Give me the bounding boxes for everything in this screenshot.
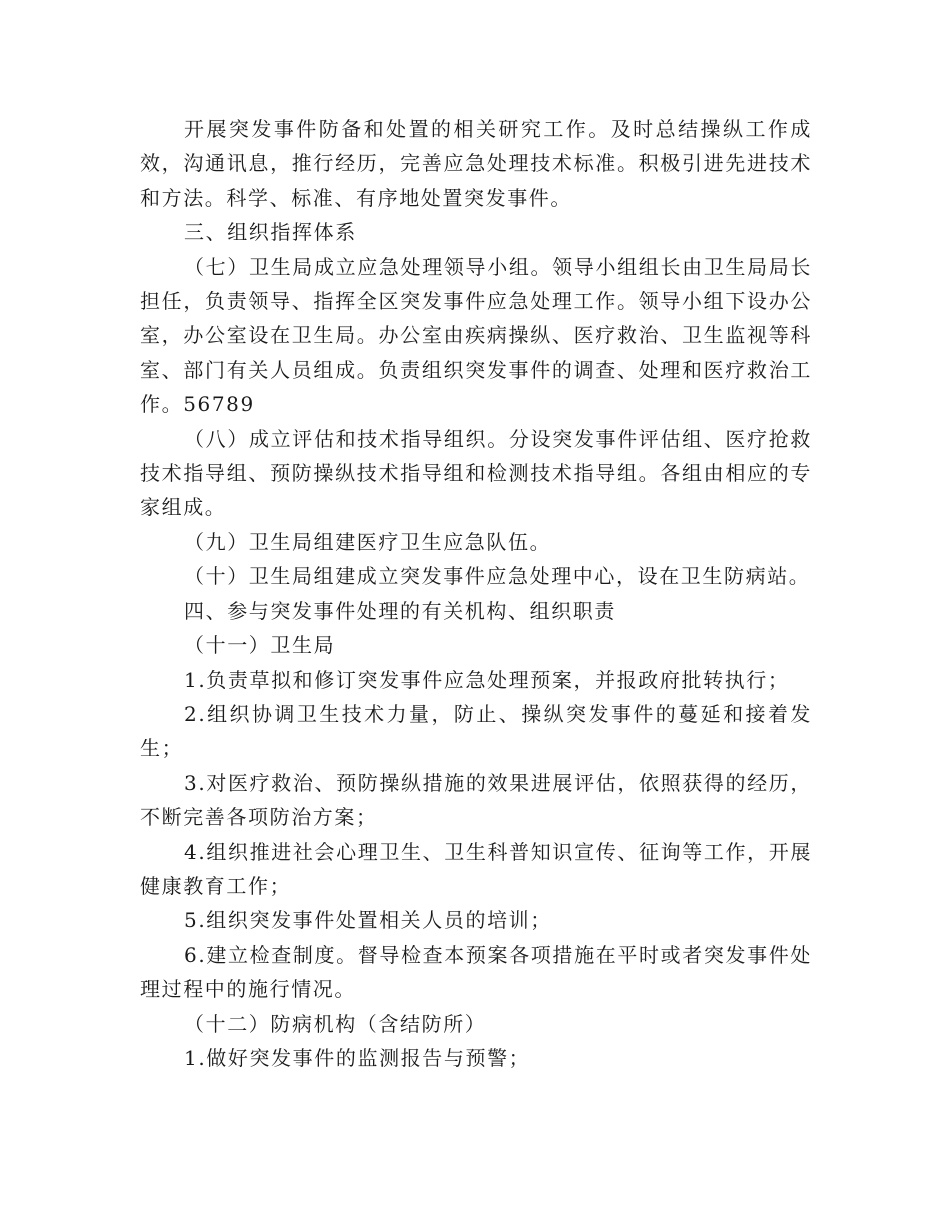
paragraph-assessment-organization: （八）成立评估和技术指导组织。分设突发事件评估组、医疗抢救技术指导组、预防操纵技术指导组和检测技术指导组。各组由相应的专家组成。 bbox=[140, 426, 812, 520]
list-item: 3.对医疗救治、预防操纵措施的效果进展评估，依照获得的经历，不断完善各项防治方案； bbox=[140, 770, 812, 830]
list-item: 6.建立检查制度。督导检查本预案各项措施在平时或者突发事件处理过程中的施行情况。 bbox=[140, 942, 812, 1002]
list-item: 2.组织协调卫生技术力量，防止、操纵突发事件的蔓延和接着发生； bbox=[140, 701, 812, 761]
list-item: 4.组织推进社会心理卫生、卫生科普知识宣传、征询等工作，开展健康教育工作； bbox=[140, 839, 812, 898]
paragraph-leading-group: （七）卫生局成立应急处理领导小组。领导小组组长由卫生局局长担任，负责领导、指挥全区突发事件应急处理工作。领导小组下设办公室，办公室设在卫生局。办公室由疾病操纵、医疗救治、卫生监视等科室、部门有关人员组成。负责组织突发事件的调查、处理和医疗救治工作。56789 bbox=[140, 254, 812, 417]
paragraph-emergency-center: （十）卫生局组建成立突发事件应急处理中心，设在卫生防病站。 bbox=[184, 564, 811, 589]
section-heading-responsibilities: 四、参与突发事件处理的有关机构、组织职责 bbox=[184, 598, 616, 623]
list-item: 1.负责草拟和修订突发事件应急处理预案，并报政府批转执行； bbox=[184, 667, 790, 692]
list-item: 5.组织突发事件处置相关人员的培训； bbox=[184, 908, 552, 933]
subsection-heading-disease-prevention: （十二）防病机构（含结防所） bbox=[184, 1011, 487, 1036]
document-body bbox=[140, 112, 812, 1075]
paragraph-research: 开展突发事件防备和处置的相关研究工作。及时总结操纵工作成效，沟通讯息，推行经历，完善应急处理技术标准。积极引进先进技术和方法。科学、标准、有序地处置突发事件。 bbox=[140, 117, 812, 210]
paragraph-emergency-team: （九）卫生局组建医疗卫生应急队伍。 bbox=[184, 529, 552, 554]
subsection-heading-health-bureau: （十一）卫生局 bbox=[184, 633, 336, 658]
section-heading-command-system: 三、组织指挥体系 bbox=[184, 220, 357, 245]
list-item: 1.做好突发事件的监测报告与预警； bbox=[184, 1045, 531, 1070]
